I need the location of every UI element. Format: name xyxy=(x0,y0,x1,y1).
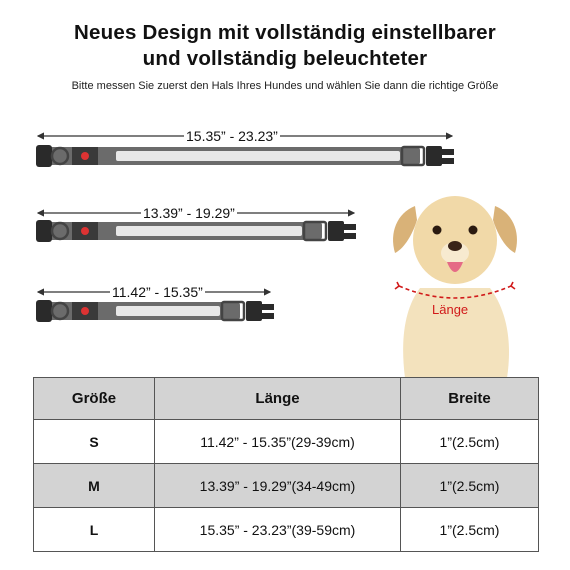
collar-small-range: 11.42” - 15.35” xyxy=(112,284,203,300)
width-cell: 1”(2.5cm) xyxy=(401,508,539,552)
neck-length-label: Länge xyxy=(432,302,469,317)
size-cell: M xyxy=(34,464,155,508)
table-row xyxy=(34,508,539,552)
header-width: Breite xyxy=(401,378,539,420)
dog-image xyxy=(385,178,525,378)
size-table xyxy=(33,377,539,552)
title-line-1: Neues Design mit vollständig einstellbarer xyxy=(74,21,496,44)
table-row xyxy=(34,464,539,508)
table-row xyxy=(34,420,539,464)
title-line-2: und vollständig beleuchteter xyxy=(142,47,428,70)
header-size: Größe xyxy=(34,378,155,420)
subtitle: Bitte messen Sie zuerst den Hals Ihres Hundes und wählen Sie dann die richtige Größe xyxy=(71,80,499,92)
length-cell: 11.42” - 15.35”(29-39cm) xyxy=(155,420,401,464)
length-cell: 15.35” - 23.23”(39-59cm) xyxy=(155,508,401,552)
collar-large-range: 15.35” - 23.23” xyxy=(186,128,278,144)
table-header-row xyxy=(34,378,539,420)
width-cell: 1”(2.5cm) xyxy=(401,420,539,464)
length-cell: 13.39” - 19.29”(34-49cm) xyxy=(155,464,401,508)
header-length: Länge xyxy=(155,378,401,420)
size-cell: L xyxy=(34,508,155,552)
size-cell: S xyxy=(34,420,155,464)
collar-medium-range: 13.39” - 19.29” xyxy=(143,205,235,221)
width-cell: 1”(2.5cm) xyxy=(401,464,539,508)
